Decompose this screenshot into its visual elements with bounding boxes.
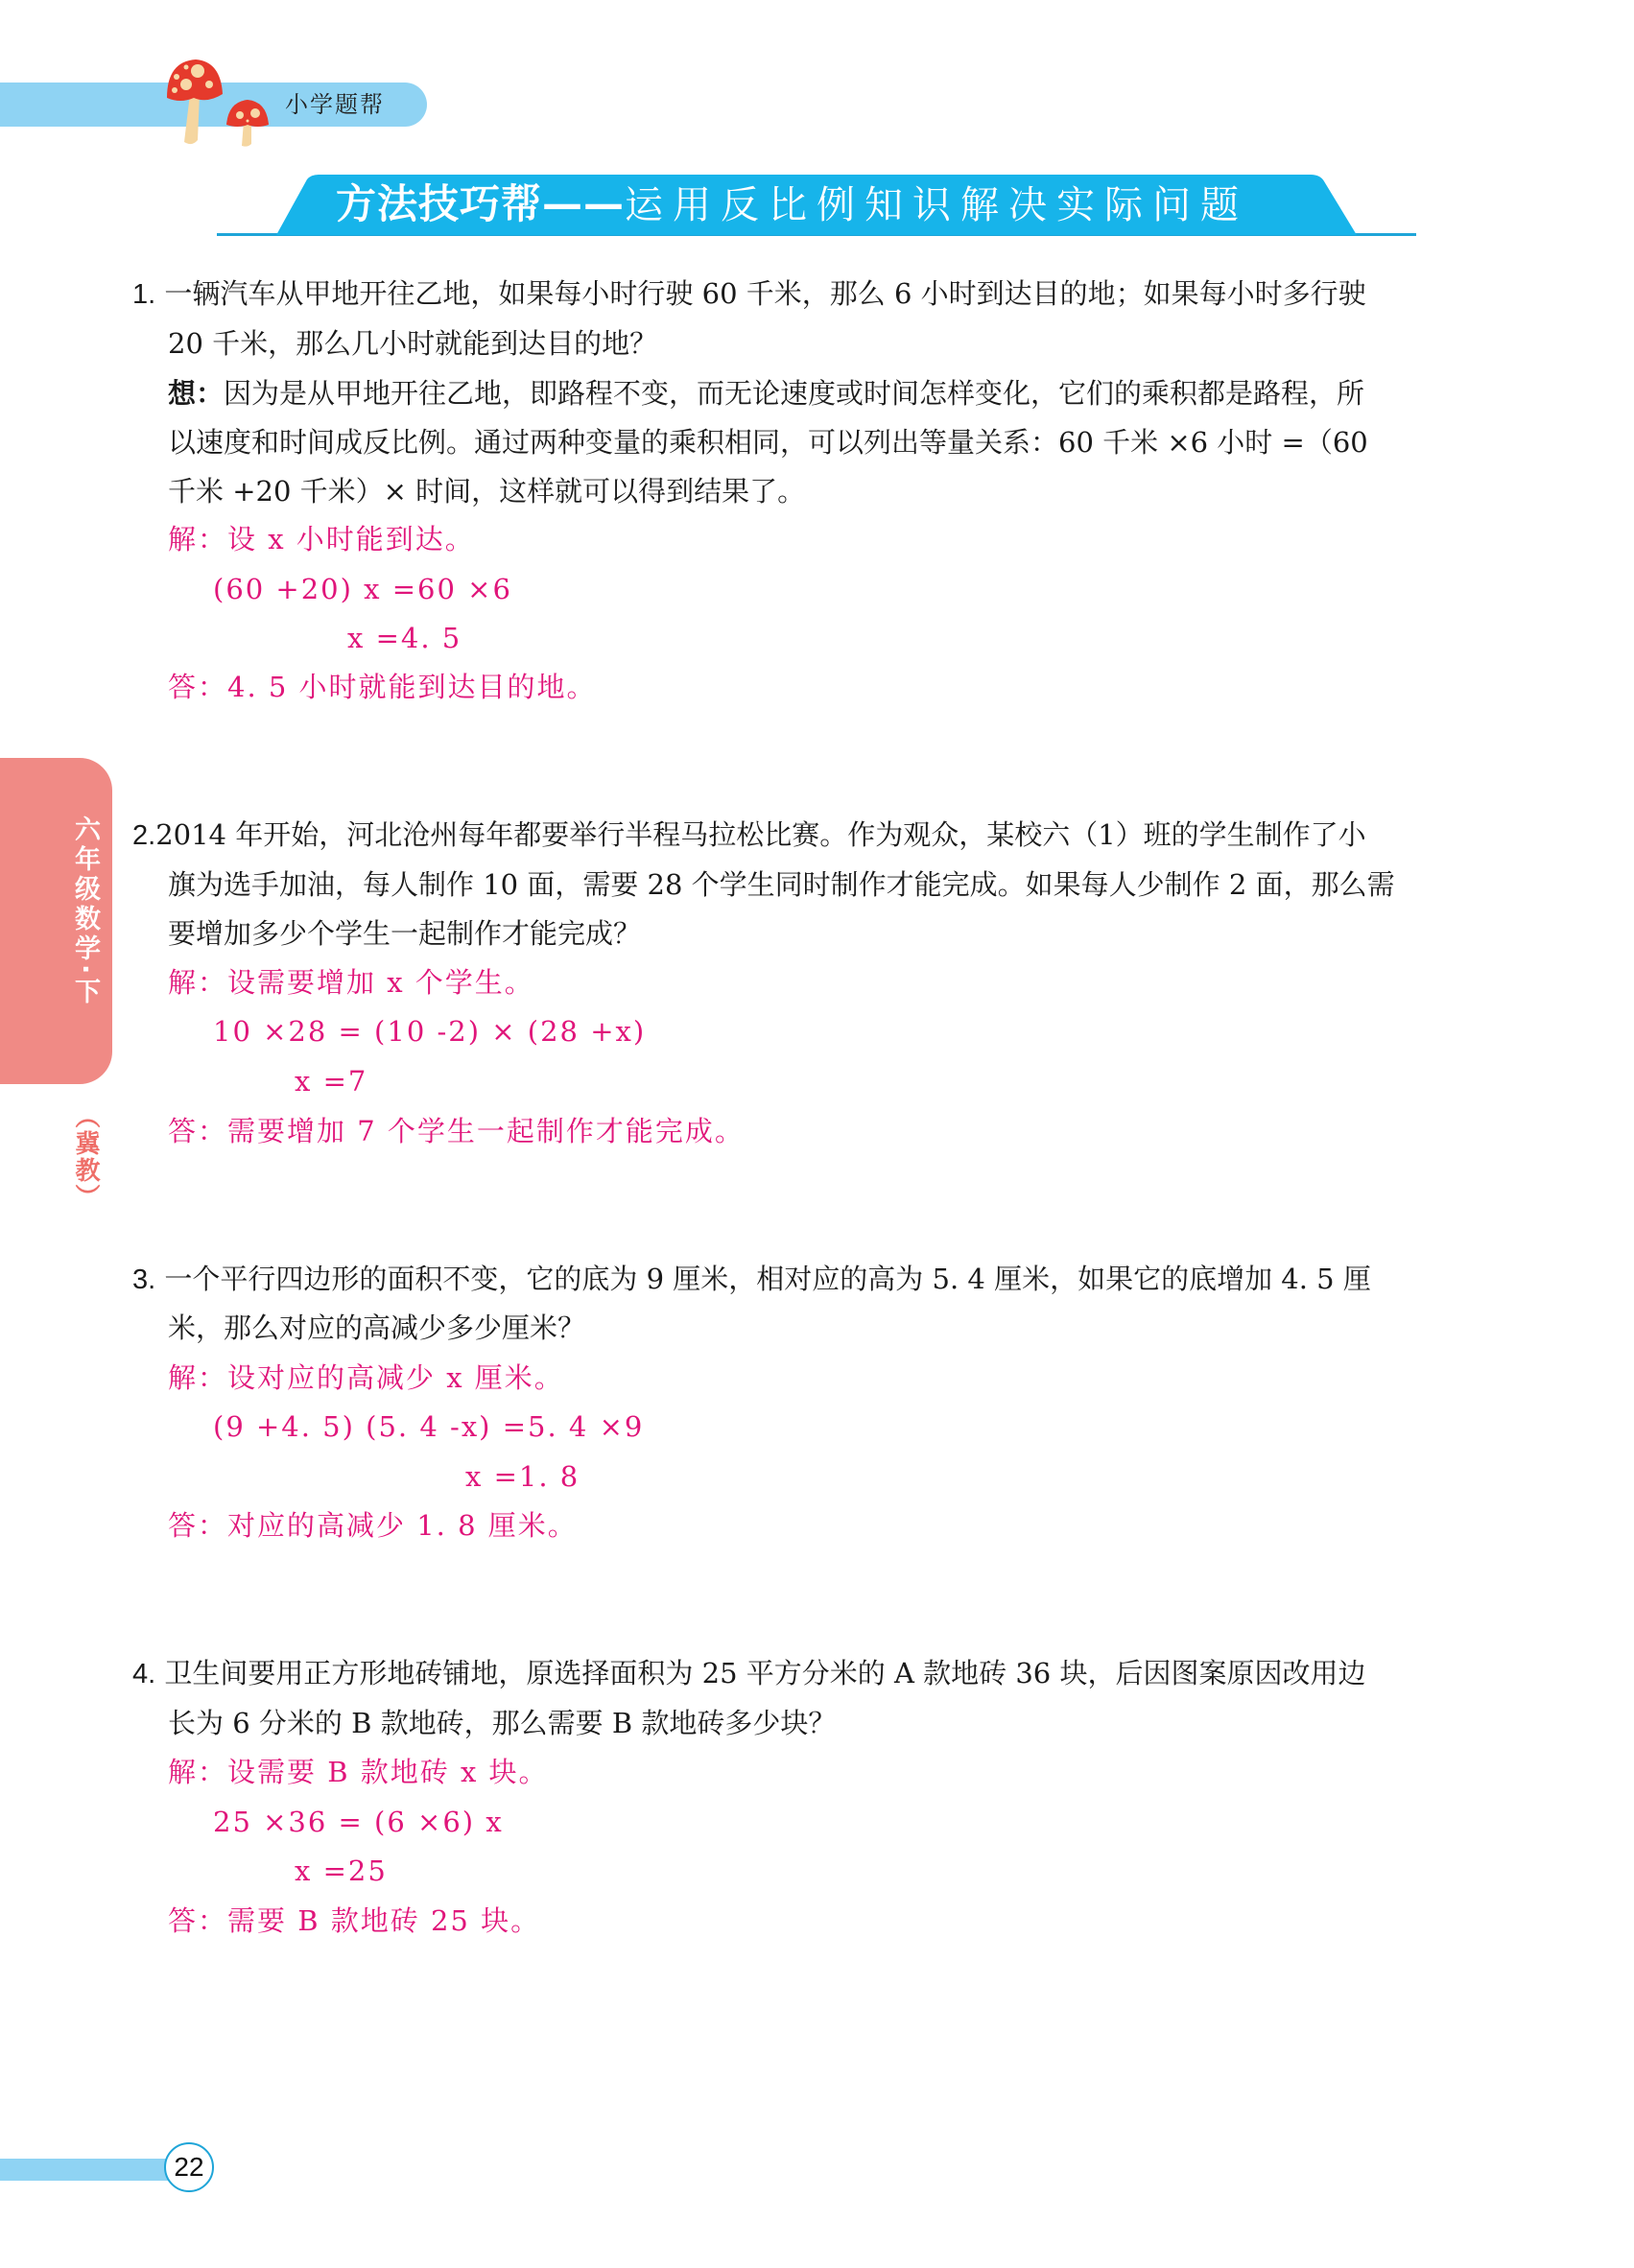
problem-question-line: 4. 卫生间要用正方形地砖铺地，原选择面积为 25 平方分米的 A 款地砖 36 块，后因图案原因改用边 <box>132 1657 1366 1689</box>
solution-equation: (60 +20) x =60 ×6 <box>213 573 512 605</box>
problem-question-line: 米，那么对应的高减少多少厘米？ <box>168 1311 586 1344</box>
solution-result: x =25 <box>295 1855 388 1887</box>
solution-result: x =7 <box>295 1065 368 1098</box>
problem-question-line: 1. 一辆汽车从甲地开往乙地，如果每小时行驶 60 千米，那么 6 小时到达目的地；如果每小时多行驶 <box>132 277 1366 310</box>
think-label: 想： <box>168 377 225 410</box>
problem-number: 4. <box>132 1659 156 1689</box>
solution-answer: 答：需要增加 7 个学生一起制作才能完成。 <box>168 1115 745 1147</box>
solution-equation: (9 +4. 5) (5. 4 -x) =5. 4 ×9 <box>213 1410 645 1443</box>
problem-question-line: 2.2014 年开始，河北沧州每年都要举行半程马拉松比赛。作为观众，某校六（1）班的学生制作了小 <box>132 818 1366 851</box>
solution-let: 解：设需要 B 款地砖 x 块。 <box>168 1756 549 1788</box>
problem-number: 2. <box>132 820 156 851</box>
page-number: 22 <box>164 2142 214 2192</box>
section-title-main: 方法技巧帮 <box>336 180 543 227</box>
problem-question-line: 旗为选手加油，每人制作 10 面，需要 28 个学生同时制作才能完成。如果每人少制作 2 面，那么需 <box>168 868 1395 901</box>
problem-number: 1. <box>132 279 156 310</box>
solution-let: 解：设 x 小时能到达。 <box>168 523 475 555</box>
solution-answer: 答：对应的高减少 1. 8 厘米。 <box>168 1509 578 1542</box>
edition-label: （冀教） <box>71 1103 100 1211</box>
section-title-dash: —— <box>542 180 626 227</box>
footer-bar <box>0 2159 168 2181</box>
solution-equation: 10 ×28 = (10 -2) × (28 +x) <box>213 1015 647 1048</box>
solution-result: x =4. 5 <box>347 622 462 654</box>
problem-question-line: 要增加多少个学生一起制作才能完成？ <box>168 917 642 950</box>
problem-question-line: 20 千米，那么几小时就能到达目的地？ <box>168 327 658 360</box>
solution-answer: 答：4. 5 小时就能到达目的地。 <box>168 671 597 703</box>
problem-question-line: 3. 一个平行四边形的面积不变，它的底为 9 厘米，相对应的高为 5. 4 厘米，如果它的底增加 4. 5 厘 <box>132 1263 1371 1295</box>
solution-equation: 25 ×36 = (6 ×6) x <box>213 1806 504 1838</box>
think-line: 想：因为是从甲地开往乙地，即路程不变，而无论速度或时间怎样变化，它们的乘积都是路程，所 <box>168 377 1365 410</box>
solution-answer: 答：需要 B 款地砖 25 块。 <box>168 1904 541 1937</box>
solution-let: 解：设需要增加 x 个学生。 <box>168 966 534 999</box>
section-title <box>336 177 1248 232</box>
solution-let: 解：设对应的高减少 x 厘米。 <box>168 1361 564 1394</box>
problem-question-line: 长为 6 分米的 B 款地砖，那么需要 B 款地砖多少块？ <box>168 1707 837 1739</box>
think-line: 以速度和时间成反比例。通过两种变量的乘积相同，可以列出等量关系：60 千米 ×6 小时 =（60 <box>168 426 1368 459</box>
section-title-subtitle: 运用反比例知识解决实际问题 <box>625 183 1249 227</box>
brand-label: 小学题帮 <box>285 91 385 118</box>
grade-subject-label: 六年级数学·下 <box>70 815 100 1008</box>
problem-number: 3. <box>132 1264 156 1295</box>
think-line: 千米 +20 千米）× 时间，这样就可以得到结果了。 <box>168 475 806 508</box>
mushroom-icon <box>163 56 278 148</box>
solution-result: x =1. 8 <box>465 1460 580 1493</box>
